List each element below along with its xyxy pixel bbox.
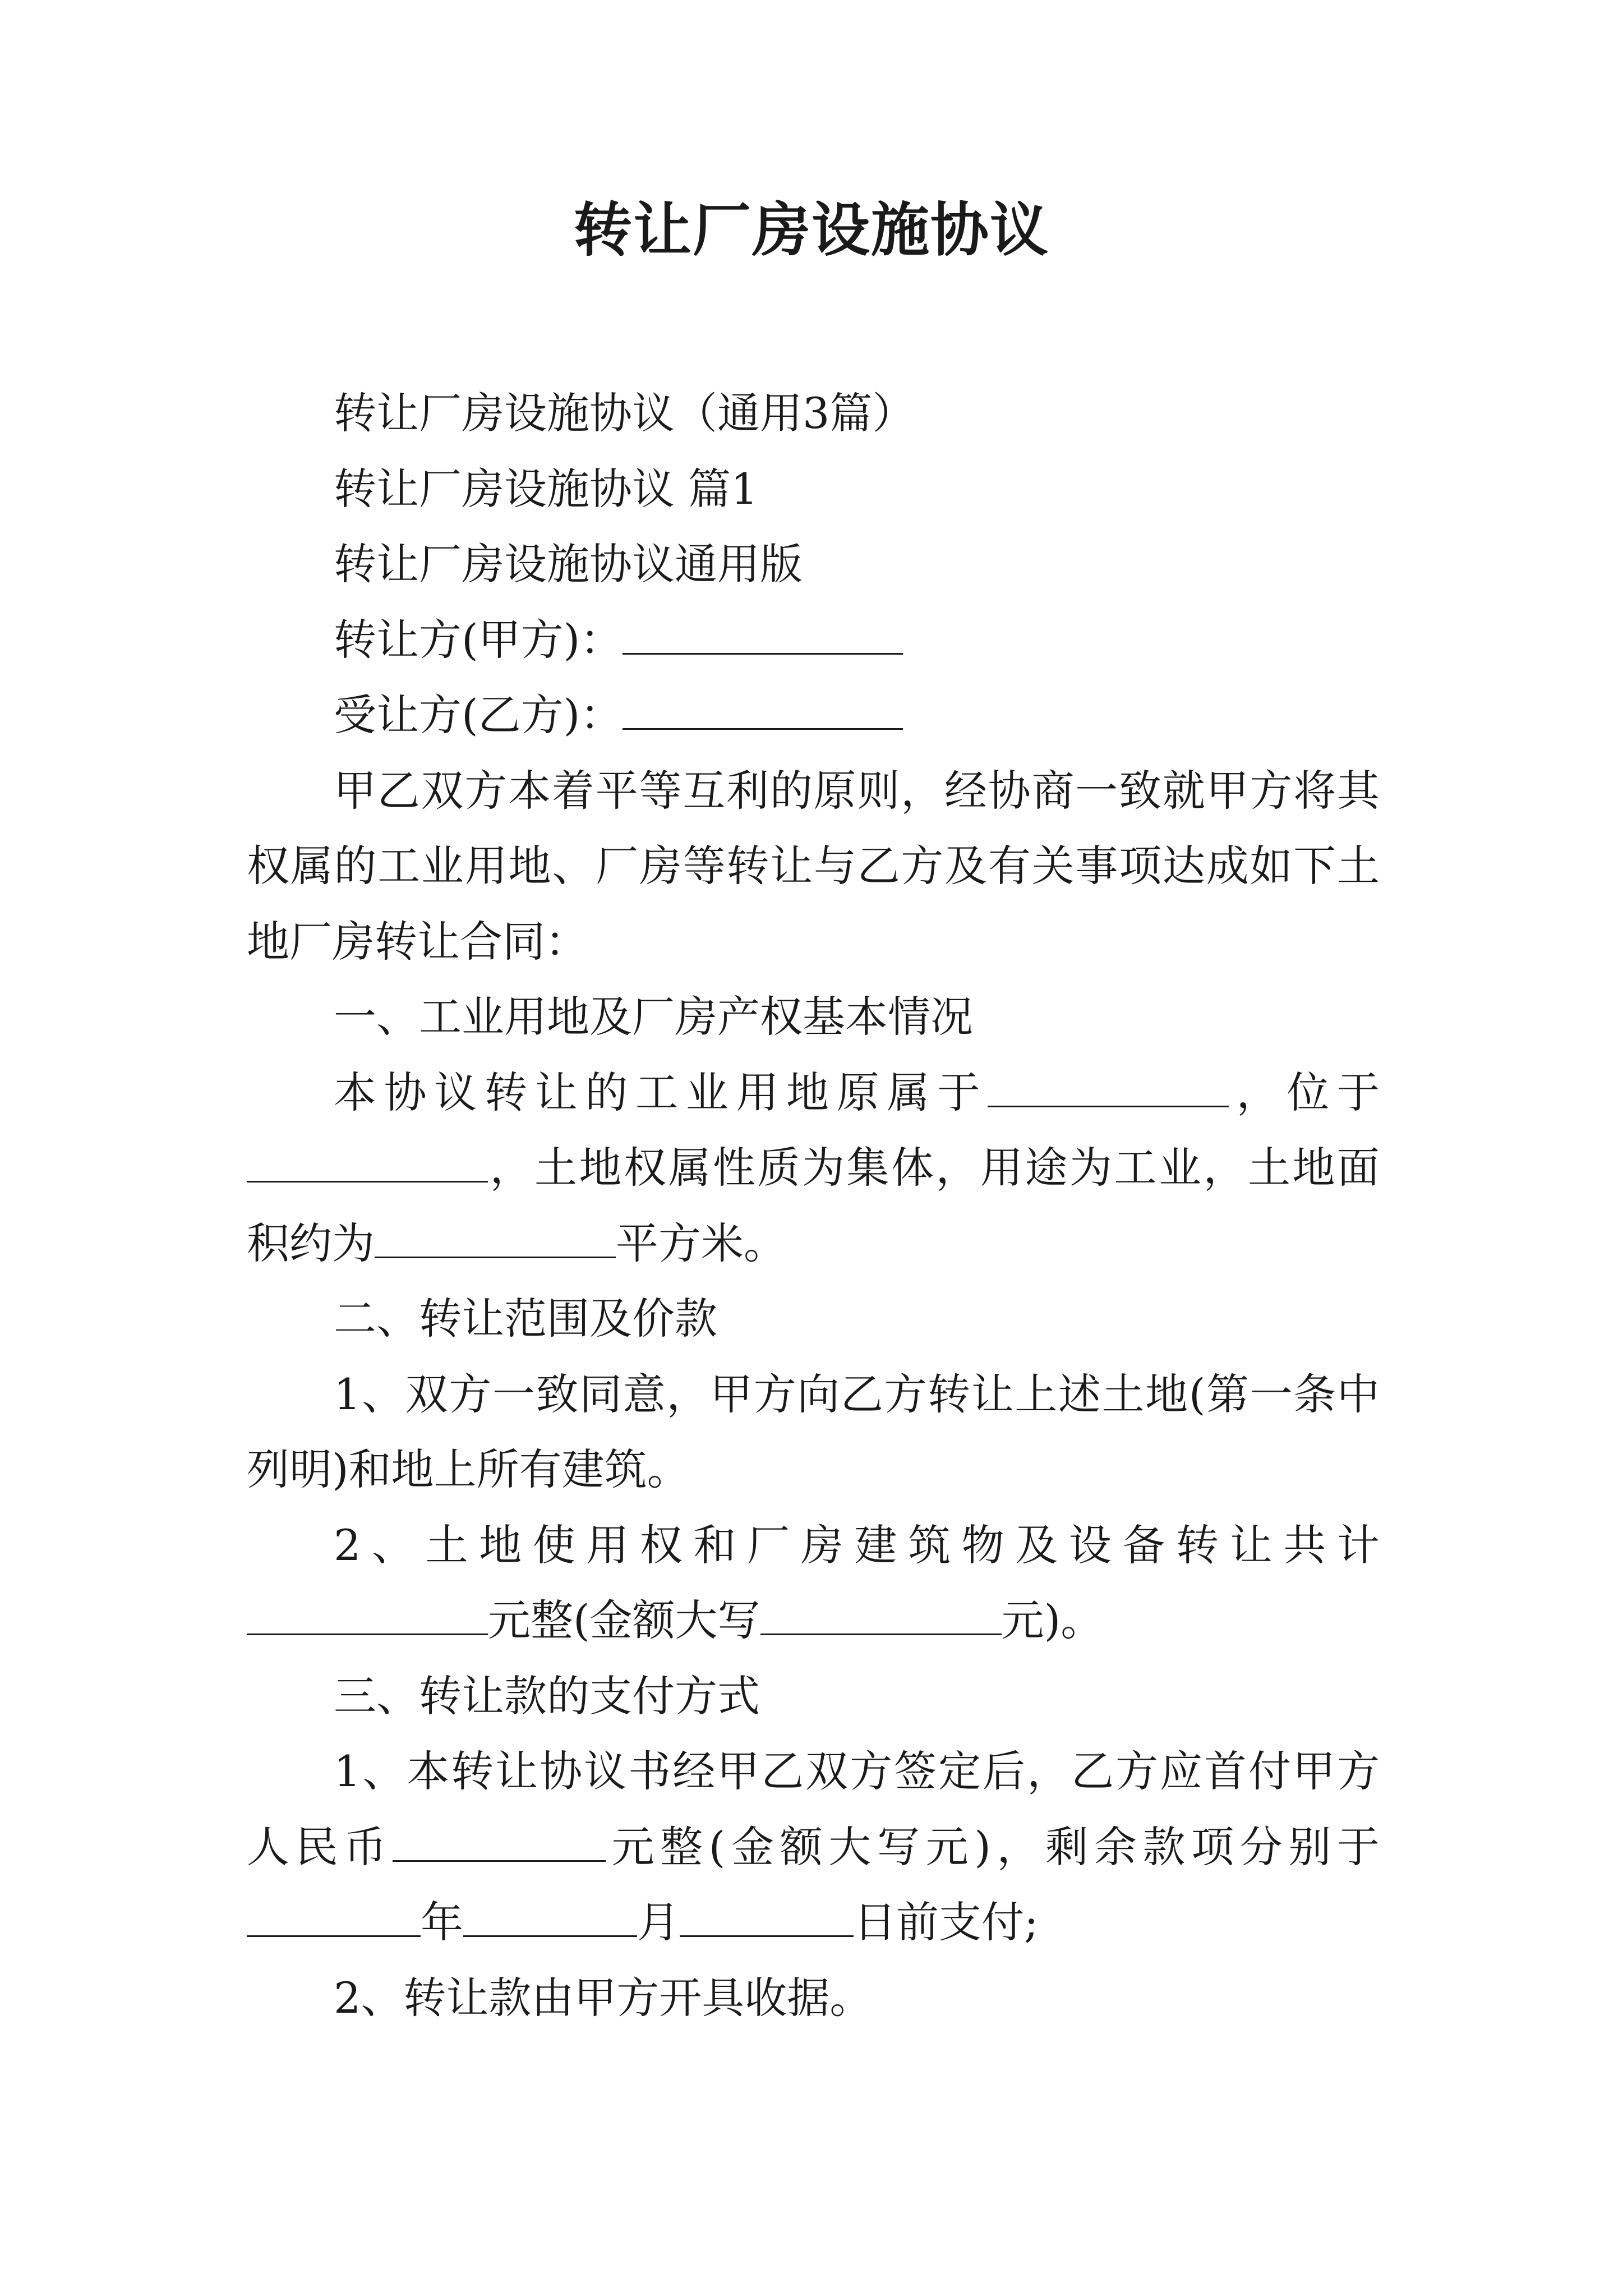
clause-2-1-text: 1、双方一致同意，甲方向乙方转让上述土地(第一条中 [334,1369,1380,1419]
intro-text-1: 甲乙双方本着平等互利的原则，经协商一致就甲方将其 [334,765,1380,816]
land-area-unit: 平方米。 [616,1218,786,1268]
line-transferee [247,678,1380,753]
amount-blank [247,1594,488,1635]
clause-3-2-text: 2、转让款由甲方开具收据。 [334,1972,873,2023]
payment-rest-text: 元整(金额大写元)，剩余款项分别于 [605,1821,1380,1872]
payment-blank [393,1821,606,1862]
document-body [247,376,1380,2036]
line-intro-2 [247,829,1380,904]
transferor-blank [623,614,903,655]
year-label: 年 [421,1897,463,1947]
line-section-3 [247,1659,1380,1734]
amount-label: 元整(金额大写 [488,1595,760,1645]
clause-2-2-text: 2、土地使用权和厂房建筑物及设备转让共计 [334,1520,1380,1570]
land-nature-text: ，土地权属性质为集体，用途为工业，土地面 [488,1143,1380,1193]
line-intro-1 [247,753,1380,829]
land-area-blank [375,1217,616,1258]
land-location-blank [247,1142,488,1182]
line-land-area [247,1206,1380,1282]
payment-currency: 人民币 [247,1821,393,1872]
section-2-heading: 二、转让范围及价款 [334,1294,717,1343]
line-transferor [247,602,1380,678]
section-1-heading: 一、工业用地及厂房产权基本情况 [334,992,973,1042]
year-blank [247,1896,421,1937]
clause-3-1-text: 1、本转让协议书经甲乙双方签定后，乙方应首付甲方 [334,1746,1380,1796]
amount-words-close: 元)。 [1001,1595,1104,1645]
clause-2-1-cont-text: 列明)和地上所有建筑。 [247,1444,690,1494]
line-section-2 [247,1281,1380,1357]
land-area-label: 积约为 [247,1218,375,1268]
version-text: 转让厂房设施协议通用版 [334,539,803,589]
line-clause-2-2 [247,1508,1380,1584]
line-clause-3-2 [247,1961,1380,2036]
line-section-1 [247,979,1380,1055]
month-blank [463,1896,637,1937]
document-title: 转让厂房设施协议 [573,195,1049,264]
line-part-heading [247,452,1380,527]
part-heading-text: 转让厂房设施协议 篇1 [334,463,758,514]
day-label: 日前支付; [854,1897,1039,1947]
land-origin-text: 本协议转让的工业用地原属于 [334,1067,988,1117]
line-version [247,527,1380,602]
transferor-label: 转让方(甲方)： [334,614,623,665]
line-land-origin [247,1055,1380,1131]
month-label: 月 [637,1897,680,1947]
line-clause-2-2-amount [247,1583,1380,1659]
amount-words-blank [760,1594,1002,1635]
land-location-label: ，位于 [1228,1067,1380,1117]
section-3-heading: 三、转让款的支付方式 [334,1671,760,1721]
subtitle-text: 转让厂房设施协议（通用3篇） [334,388,915,438]
line-clause-3-1-payment [247,1810,1380,1885]
transferee-label: 受让方(乙方)： [334,690,623,740]
day-blank [680,1896,854,1937]
line-subtitle [247,376,1380,452]
land-origin-blank [988,1066,1229,1107]
line-land-nature [247,1130,1380,1206]
line-clause-3-1 [247,1734,1380,1810]
intro-text-2: 权属的工业用地、厂房等转让与乙方及有关事项达成如下土 [247,841,1380,891]
line-clause-3-1-date [247,1885,1380,1961]
intro-text-3: 地厂房转让合同： [247,916,588,967]
line-clause-2-1 [247,1357,1380,1433]
line-intro-3 [247,904,1380,980]
line-clause-2-1-cont [247,1432,1380,1508]
transferee-blank [623,689,903,730]
